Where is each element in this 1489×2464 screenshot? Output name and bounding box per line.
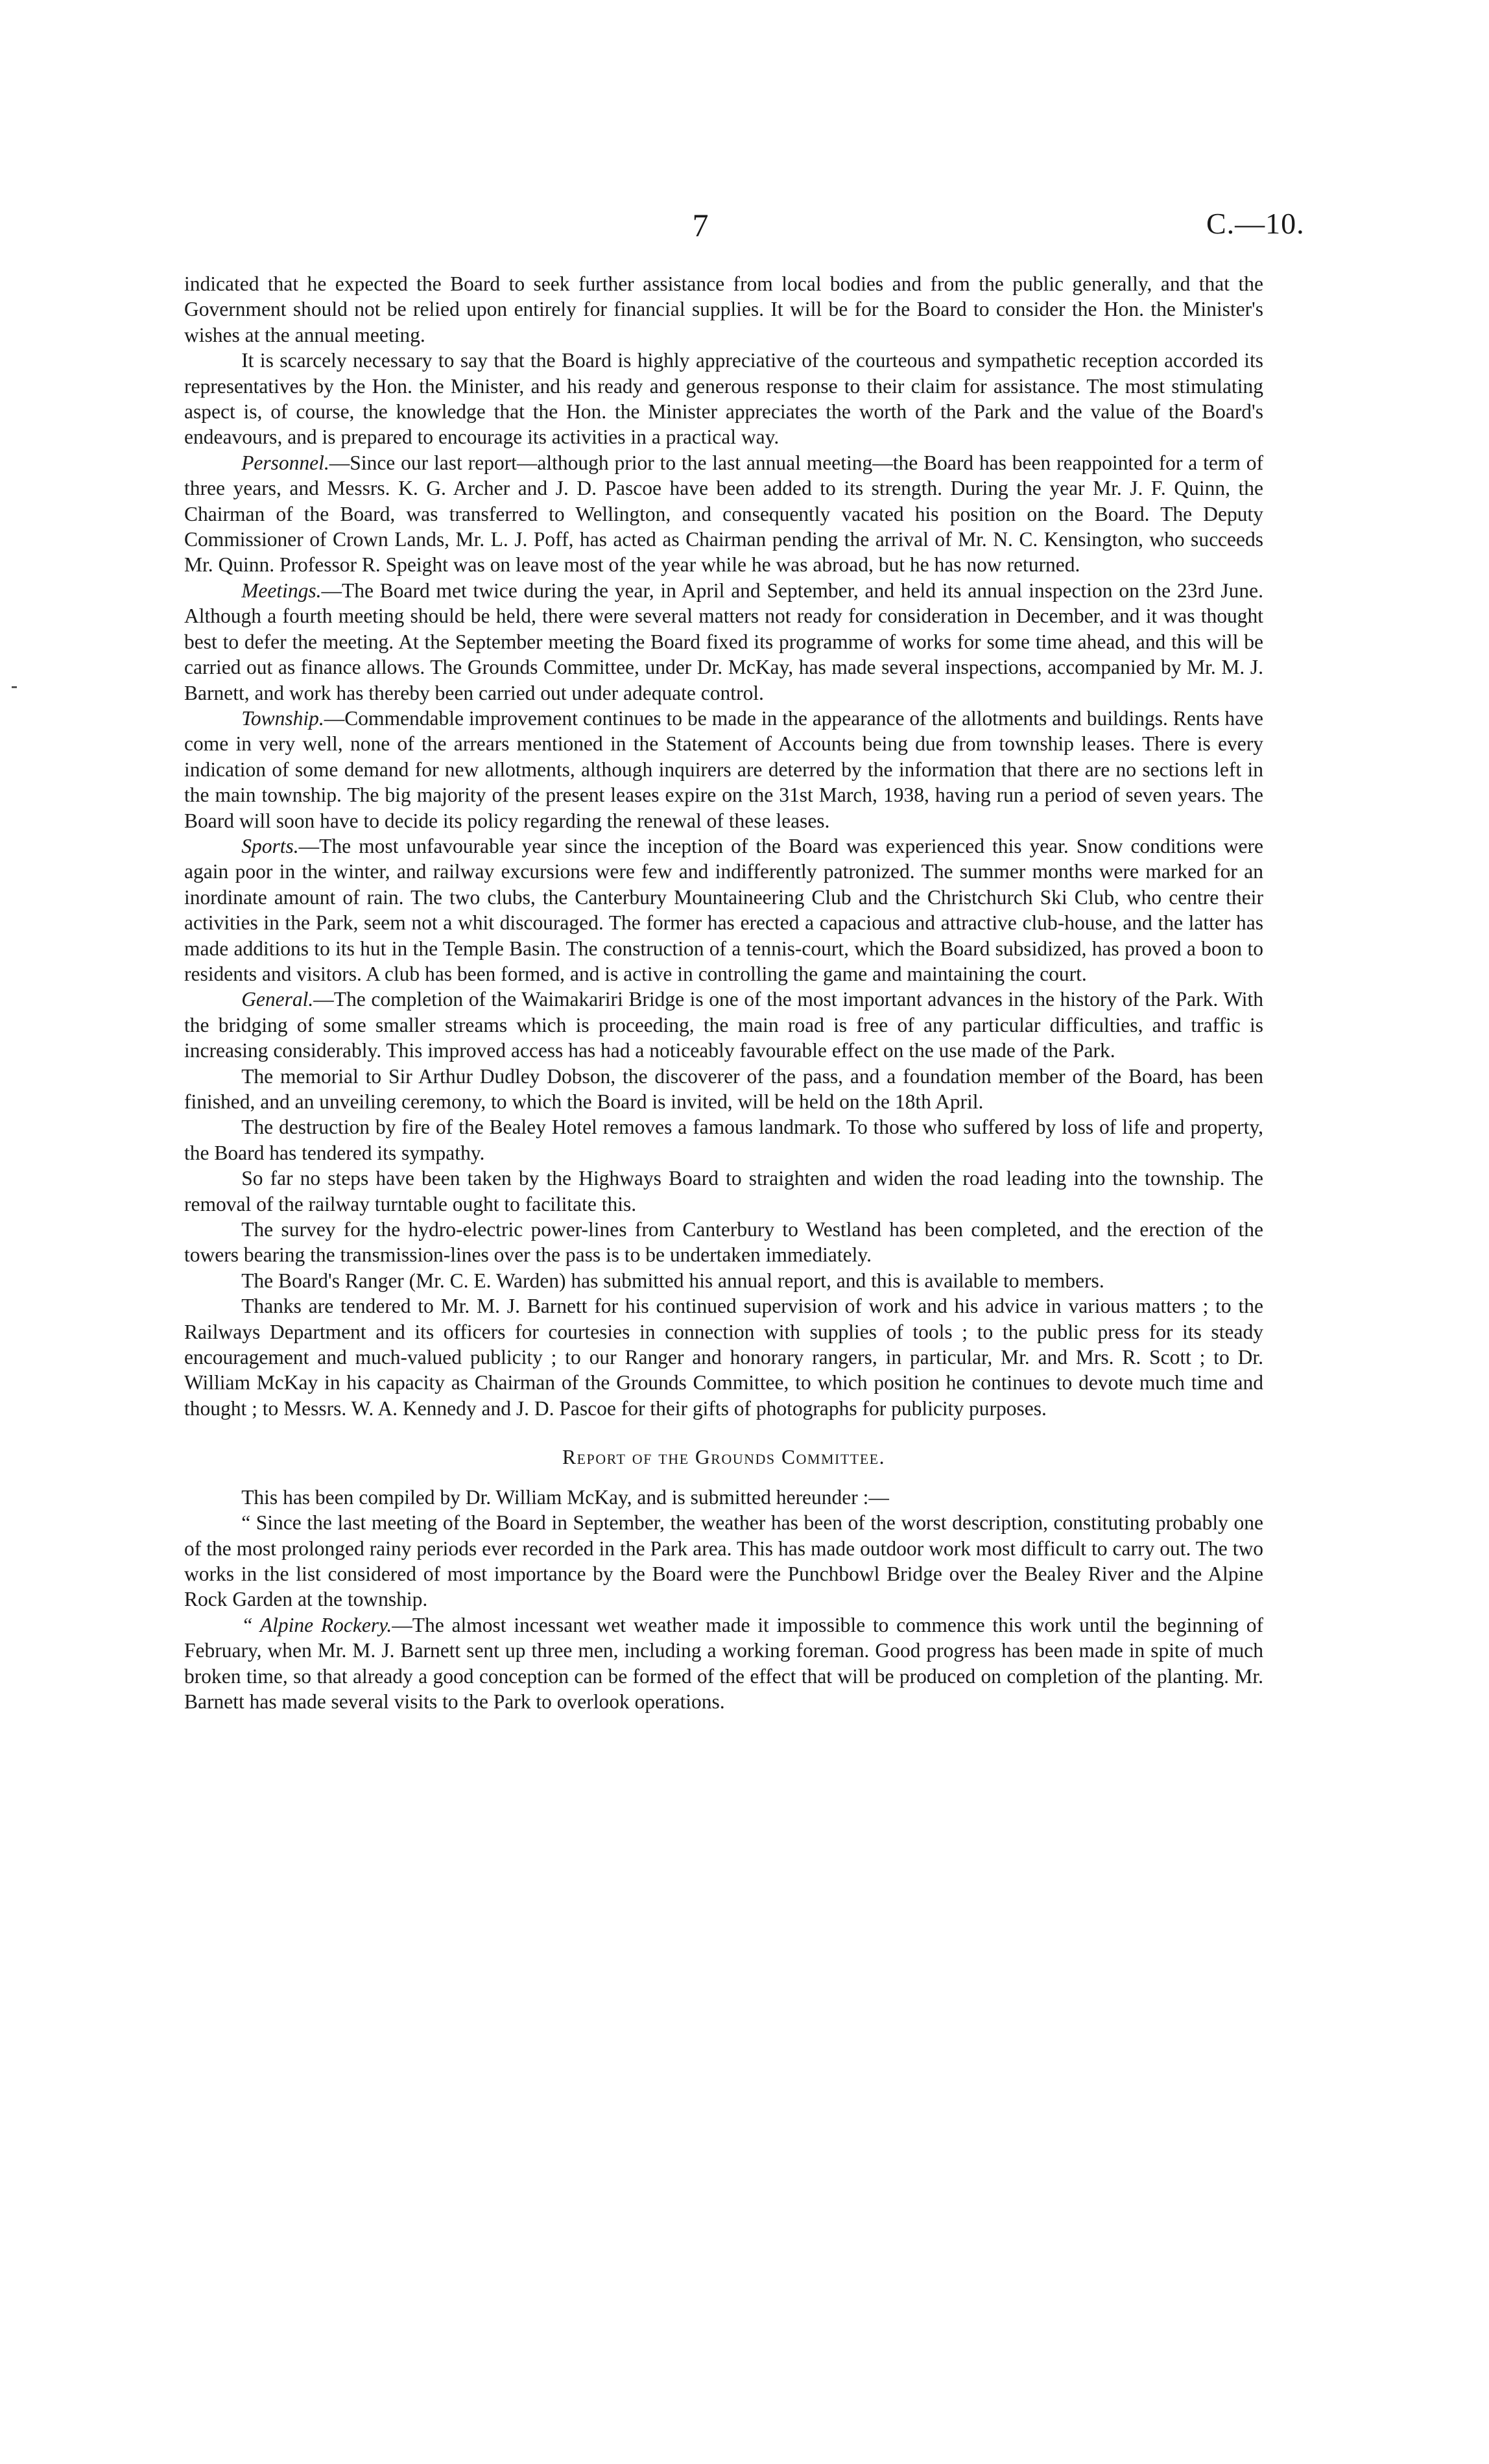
paragraph-lead: Meetings. [241,579,322,602]
paragraph-lead: General. [241,988,314,1011]
paragraph-sports: Sports.—The most unfavourable year since the inception of the Board was experienced this year. Snow conditions were again poor in the winter, and railway excursions were few and indifferently patronized. The summer months were marked for an inordinate amount of rain. The two clubs, the Canterbury Mountaineering Club and the Christchurch Ski Club, who centre their activities in the Park, seem not a whit discouraged. The former has erected a capacious and attractive club-house, and the latter has made additions to its hut in the Temple Basin. The construction of a tennis-court, which the Board subsidized, has proved a boon to residents and visitors. A club has been formed, and is active in controlling the game and maintaining the court. [184,834,1263,985]
paragraph-general: General.—The completion of the Waimakariri Bridge is one of the most important advances in the history of the Park. With the bridging of some smaller streams which is proceeding, the main road is free of any particular difficulties, and traffic is increasing considerably. This improved access has had a noticeably favourable effect on the use made of the Park. [184,988,1263,1062]
paragraph-power-lines: The survey for the hydro-electric power-lines from Canterbury to Westland has been completed, and the erection of the towers bearing the transmission-lines over the pass is to be undertaken immediately. [184,1218,1263,1267]
margin-mark [12,686,17,688]
paragraph-lead: Township. [241,706,324,730]
paragraph-continuation: indicated that he expected the Board to seek further assistance from local bodies and from the public generally, and that the Government should not be relied upon entirely for financial supplies. It will be for the Board to consider the Hon. the Minister's wishes at the annual meeting. [184,272,1263,346]
document-reference: C.—10. [1206,207,1305,240]
paragraph-memorial: The memorial to Sir Arthur Dudley Dobson, the discoverer of the pass, and a foundation member of the Board, has been finished, and an unveiling ceremony, to which the Board is invited, will be held on the 18th April. [184,1064,1263,1113]
report-body [184,271,1263,1714]
paragraph-appreciation: It is scarcely necessary to say that the Board is highly appreciative of the courteous and sympathetic reception accorded its representatives by the Hon. the Minister, and his ready and generous response to their claim for assistance. The most stimulating aspect is, of course, the knowledge that the Hon. the Minister appreciates the worth of the Park and the value of the Board's endeavours, and is prepared to encourage its activities in a practical way. [184,349,1263,449]
paragraph-highways: So far no steps have been taken by the Highways Board to straighten and widen the road leading into the township. The removal of the railway turntable ought to facilitate this. [184,1167,1263,1215]
paragraph-alpine-rockery: “ Alpine Rockery.—The almost incessant wet weather made it impossible to commence this work until the beginning of February, when Mr. M. J. Barnett sent up three men, including a working foreman. Good progress has been made in spite of much broken time, so that already a good conception can be formed of the effect that will be produced on completion of the planting. Mr. Barnett has made several visits to the Park to overlook operations. [184,1613,1263,1713]
paragraph-weather: “ Since the last meeting of the Board in September, the weather has been of the worst description, constituting probably one of the most prolonged rainy periods ever recorded in the Park area. This has made outdoor work most difficult to carry out. The two works in the list considered of most importance by the Board were the Punchbowl Bridge over the Bealey River and the Alpine Rock Garden at the township. [184,1511,1263,1611]
paragraph-lead: Sports. [241,834,299,857]
paragraph-personnel: Personnel.—Since our last report—although prior to the last annual meeting—the Board has been reappointed for a term of three years, and Messrs. K. G. Archer and J. D. Pascoe have been added to its strength. During the year Mr. J. F. Quinn, the Chairman of the Board, was transferred to Wellington, and consequently vacated his position on the Board. The Deputy Commissioner of Crown Lands, Mr. L. J. Poff, has acted as Chairman pending the arrival of Mr. N. C. Kensington, who succeeds Mr. Quinn. Professor R. Speight was on leave most of the year while he was abroad, but he has now returned. [184,451,1263,577]
paragraph-lead: “ Alpine Rockery. [241,1613,392,1636]
paragraph-lead: Personnel. [241,451,329,474]
paragraph-ranger: The Board's Ranger (Mr. C. E. Warden) has submitted his annual report, and this is available to members. [241,1269,1104,1292]
paragraph-hotel-fire: The destruction by fire of the Bealey Hotel removes a famous landmark. To those who suffered by loss of life and property, the Board has tendered its sympathy. [184,1116,1263,1164]
section-heading: Report of the Grounds Committee. [562,1446,885,1469]
paragraph-compiled: This has been compiled by Dr. William McKay, and is submitted hereunder :— [241,1485,889,1509]
paragraph-township: Township.—Commendable improvement continues to be made in the appearance of the allotments and buildings. Rents have come in very well, none of the arrears mentioned in the Statement of Accounts being due from township leases. There is every indication of some demand for new allotments, although inquirers are deterred by the information that there are no sections left in the main township. The big majority of the present leases expire on the 31st March, 1938, having run a period of seven years. The Board will soon have to decide its policy regarding the renewal of these leases. [184,706,1263,832]
page-number: 7 [692,207,709,243]
paragraph-thanks: Thanks are tendered to Mr. M. J. Barnett for his continued supervision of work and his advice in various matters ; to the Railways Department and its officers for courtesies in connection with supplies of tools ; to the public press for its steady encouragement and much-valued publicity ; to our Ranger and honorary rangers, in particular, Mr. and Mrs. R. Scott ; to Dr. William McKay in his capacity as Chairman of the Grounds Committee, to which position he continues to devote much time and thought ; to Messrs. W. A. Kennedy and J. D. Pascoe for their gifts of photographs for publicity purposes. [184,1295,1263,1420]
paragraph-meetings: Meetings.—The Board met twice during the year, in April and September, and held its annual inspection on the 23rd June. Although a fourth meeting should be held, there were several matters not ready for consideration in December, and it was thought best to defer the meeting. At the September meeting the Board fixed its programme of works for some time ahead, and this will be carried out as finance allows. The Grounds Committee, under Dr. McKay, has made several inspections, accompanied by Mr. M. J. Barnett, and work has thereby been carried out under adequate control. [184,579,1263,704]
